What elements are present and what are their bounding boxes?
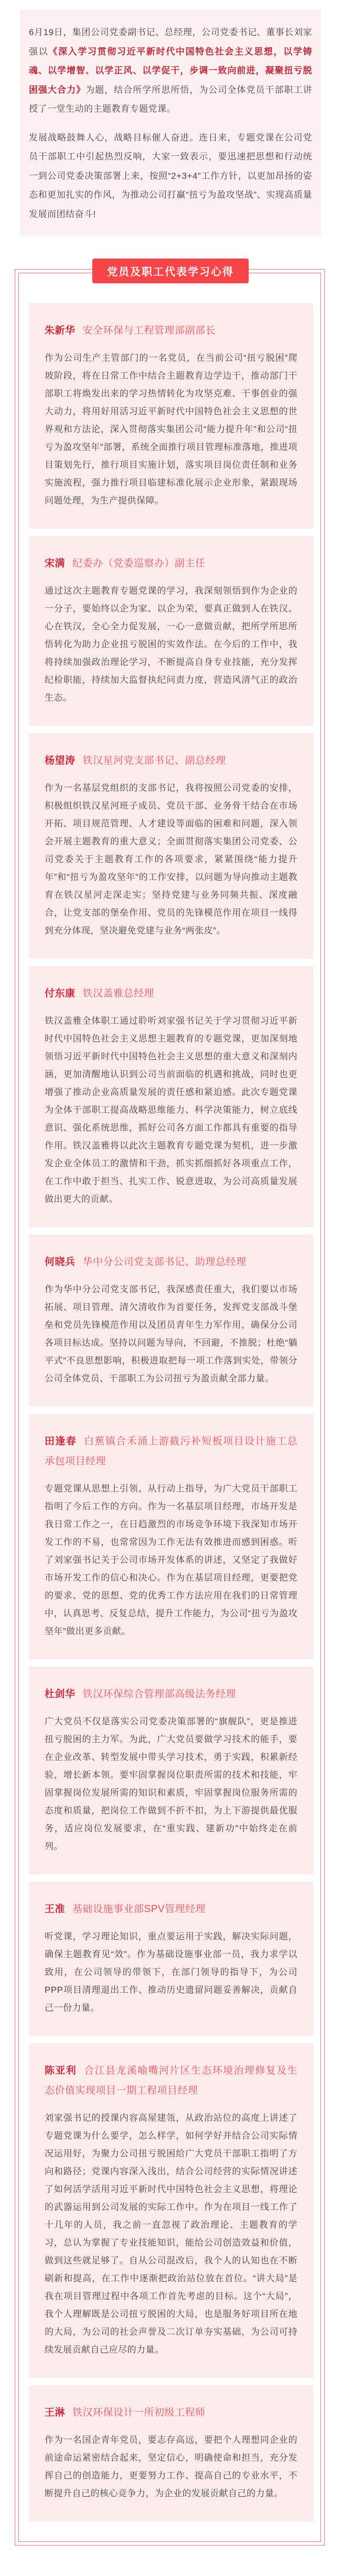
- person-title: 铁汉环保设计一所初级工程师: [72, 2407, 206, 2419]
- testimonial-card: [29, 1882, 313, 2036]
- person-name: 何晓兵: [45, 1257, 76, 1268]
- article-page: [0, 9, 341, 2576]
- section-header-banner: 党员及职工代表学习心得: [92, 259, 249, 283]
- person-title: 白蕉镇合禾涌上游截污补短板项目设计施工总承包项目经理: [45, 1436, 297, 1467]
- intro-paragraph-2: 发展战略鼓舞人心，战略目标催人奋进。连日来，专题党课在公司党员干部职工中引起热烈反响，大家一致表示，要迅速把思想和行动统一到公司党委决策部署上来，按照“2+3+4”工作方针，以更加昂扬的姿态和更加扎实的作风，为推动公司打赢“扭亏为盈攻坚战”、实现高质量发展而团结奋斗!: [29, 132, 312, 219]
- testimonial-card: [29, 2385, 313, 2521]
- intro-p1-prefix: 6月19日，集团公司党委副书记、总经理，公司党委书记、董事长刘家强以: [29, 27, 312, 57]
- intro-p1-highlight: 《深入学习贯彻习近平新时代中国特色社会主义思想，以学铸魂、以学增智、以学正风、以学促干，步调一致向前进，凝聚扭亏脱困强大合力》: [29, 46, 313, 95]
- testimonial-text: 刘家强书记的授课内容高屋建瓴，从政治站位的高度上讲述了专题党课为什么要学，怎么样学，如何学好并结合公司实际情况运用好，为聚力公司扭亏脱困给广大党员干部职工指明了方向和路径；党课内容深入浅出，结合公司经营的实际情况讲述了如何活学活用习近平新时代中国特色社会主义思想，将理论的武器运用到公司发展的实际工作中。作为在项目一线工作了十几年的人员，我之前一直忽视了政治理论、主题教育的学习，总认为掌握了专业技能知识，能给公司创造效益和价值，做到这些就足够了。自从公司混改后，我个人的认知也在不断刷新和提高，在工作中逐渐把政治站位放在首位。“讲大局”是我在项目管理过程中各项工作首先考虑的目标。这个“大局”，我个人理解既是公司扭亏脱困的大局，也是服务好项目所在地的大局，为公司的社会声誉及二次订单夯实基础，为公司可持续发展贡献自己应尽的力量。: [45, 2113, 297, 2355]
- person-title: 铁汉星河党支部书记、副总经理: [82, 755, 226, 767]
- person-title: 合江县龙溪喻嘴河片区生态环境治理修复及生态价值实现项目一期工程项目经理: [45, 2065, 297, 2097]
- testimonial-text: 听党课，学习理论知识，重点要运用于实践，解决实际问题，确保主题教育见“效”。作为基础设施事业部一员，我力求学以致用，在公司领导的带领下，在部门领导的指导下，为公司PPP项目清理退出工作、推动历史遗留问题妥善解决，贡献自己一份力量。: [45, 1931, 297, 2013]
- testimonial-header: [45, 1899, 297, 1919]
- person-title: 基础设施事业部SPV管理经理: [72, 1904, 206, 1915]
- testimonial-list: [29, 303, 313, 2521]
- person-name: 王淋: [45, 2407, 66, 2419]
- intro-panel: [20, 9, 321, 235]
- testimonial-text: 广大党员不仅是落实公司党委决策部署的“旗舰队”，更是推进扭亏脱困的主力军。为此，广大党员要做学习技术的能手，要在企业改革、转型发展中带头学习技术，勇于实践，积累新经验，增长新本领。要牢固掌握岗位职责所需的技术和技能，牢固掌握岗位发展所需的知识和素质，牢固掌握岗位服务所需的态度和质量，把岗位工作做到不折不扣，为上下游提供最优服务，适应岗位发展要求，在“重实践、建新功”中始终走在前列。: [45, 1716, 297, 1852]
- person-title: 安全环保与工程管理部副部长: [82, 325, 216, 337]
- testimonial-header: [45, 321, 297, 341]
- person-name: 陈亚利: [45, 2065, 77, 2077]
- testimonial-text: 铁汉盖雅全体职工通过聆听刘家强书记关于学习贯彻习近平新时代中国特色社会主义思想主题教育的专题党课，更加深刻地领悟习近平新时代中国特色社会主义思想的重大意义和深刻内涵，更加清醒地认识到公司当前面临的机遇和挑战，同时也更增强了推动企业高质量发展的责任感和紧迫感。此次专题党课为全体干部职工提高战略思维能力、科学决策能力，树立底线意识、强化系统思维，抓好公司各方面工作都具有重要的指导作用。铁汉盖雅将以此次主题教育专题党课为契机，进一步激发企业全体员工的激情和干劲，抓实抓细抓好各项重点工作，在工作中敢于担当、扎实工作、锐意进取，为公司高质量发展做出更大的贡献。: [45, 1016, 297, 1205]
- testimonial-card: [29, 303, 313, 529]
- testimonial-header: [45, 1432, 297, 1472]
- testimonial-card: [29, 1667, 313, 1874]
- intro-p1-suffix: 为题，结合所学所思所悟，为公司全体党员干部职工讲授了一堂生动的主题教育专题党课。: [29, 84, 313, 114]
- person-name: 付东康: [45, 988, 76, 1000]
- testimonial-text: 专题党课从思想上引领、从行动上指导，为广大党员干部职工指明了今后工作的方向。作为一名基层项目经理，市场开发是我日常工作之一，在日趋激烈的市场竞争环境下我深知市场开发工作的不易，也常常因为工作无法有效推进而感到困惑。听了刘家强书记关于公司市场开发体系的讲述，又坚定了我做好市场开发工作的信心和决心。作为在基层项目经理，更要把党的要求、党的思想、党的优秀工作方法应用在我们的日常管理中，认真思考、反复总结，提升工作能力，为公司“扭亏为盈攻坚年”做出更多贡献。: [45, 1484, 297, 1637]
- testimonial-card: [29, 733, 313, 959]
- testimonial-header: [45, 1252, 297, 1272]
- bottom-whitespace: [0, 2546, 341, 2576]
- testimonial-card: [29, 536, 313, 726]
- testimonial-text: 作为华中分公司党支部书记，我深感责任重大，我们要以市场拓展、项目管理、清欠清收作为首要任务，发挥党支部战斗堡垒和党员先锋模范作用以及团员青年生力军作用，确保分公司各项目标达成。坚持以问题为导向，不回避，不推脱；杜绝“躺平式”不良思想影响，积极进取把每一项工作落到实处，带领分公司全体党员、干部职工为公司扭亏为盈贡献全部力量。: [45, 1284, 297, 1384]
- person-title: 铁汉盖雅总经理: [82, 988, 155, 1000]
- person-name: 杨望涛: [45, 755, 76, 767]
- person-title: 纪委办（党委巡察办）副主任: [72, 558, 206, 570]
- testimonial-text: 作为公司生产主管部门的一名党员，在当前公司“扭亏脱困”爬坡阶段，将在日常工作中结合主题教育边学边干，推动部门干部职工将焕发出来的学习热情转化为攻坚克难、干事创业的强大动力，将用好用活习近平新时代中国特色社会主义思想的世界观和方法论，深入贯彻落实集团公司“能力提升年”和公司“扭亏为盈攻坚年”部署，系统全面推行项目管理标准落地，推进项目策划先行，推行项目实施计划，落实项目岗位责任制和业务实施流程，强力推行项目临建标准化展示企业形象，紧跟现场问题处理，为生产提供保障。: [45, 353, 297, 506]
- testimonial-card: [29, 966, 313, 1227]
- testimonial-card: [29, 2043, 313, 2378]
- testimonial-card: [29, 1235, 313, 1407]
- person-name: 宋满: [45, 558, 66, 570]
- person-title: 华中分公司党支部书记、助理总经理: [82, 1257, 247, 1268]
- testimonial-header: [45, 1684, 297, 1704]
- person-name: 王准: [45, 1904, 66, 1915]
- testimonial-header: [45, 751, 297, 771]
- learning-notes-section: [0, 259, 341, 2546]
- person-title: 铁汉环保综合管理部高级法务经理: [82, 1689, 237, 1700]
- testimonial-text: 作为一名基层党组织的支部书记，我将按照公司党委的安排，积极组织铁汉星河班子成员、党员干部、业务骨干结合在市场开拓、项目规范管理、人才建设等面临的困难和问题，深入领会开展主题教育的重大意义；全面贯彻落实集团公司党委、公司党委关于主题教育工作的各项要求，紧紧围绕“能力提升年”和“扭亏为盈攻坚年”的工作安排，以问题为导向推动主题教育在铁汉星河走深走实；坚持党建与业务同频共振、深度融合，让党支部的堡垒作用、党员的先锋模范作用在项目一线得到充分体现，坚决避免党建与业务“两张皮”。: [45, 783, 297, 936]
- testimonial-header: [45, 984, 297, 1004]
- testimonial-header: [45, 2403, 297, 2423]
- testimonial-card: [29, 1414, 313, 1659]
- testimonial-header: [45, 2061, 297, 2101]
- person-name: 朱新华: [45, 325, 76, 337]
- testimonial-text: 作为一名国企青年党员，要志存高远，要把个人理想同企业的前途命运紧密结合起来，坚定信心，明确使命和担当，充分发挥自己的创造能力，更要努力工作、提高自己的专业水平，不断提升自己的核心竞争力，为企业的发展贡献自己的力量。: [45, 2435, 297, 2499]
- person-name: 田逢春: [45, 1436, 77, 1447]
- intro-paragraph-1: [29, 23, 312, 119]
- testimonial-header: [45, 554, 297, 574]
- person-name: 杜剑华: [45, 1689, 76, 1700]
- testimonial-text: 通过这次主题教育专题党课的学习，我深刻领悟到作为企业的一分子，要始终以企为家、以企为荣，要真正做到人在铁汉、心在铁汉，全心全力促发展，一心一意做贡献，把所学所思所悟转化为助力企业扭亏脱困的实效作法。在今后的工作中，我将持续加强政治理论学习，不断提高自身专业技能，充分发挥纪检职能，持续加大监督执纪问责力度，营造风清气正的政治生态。: [45, 586, 297, 703]
